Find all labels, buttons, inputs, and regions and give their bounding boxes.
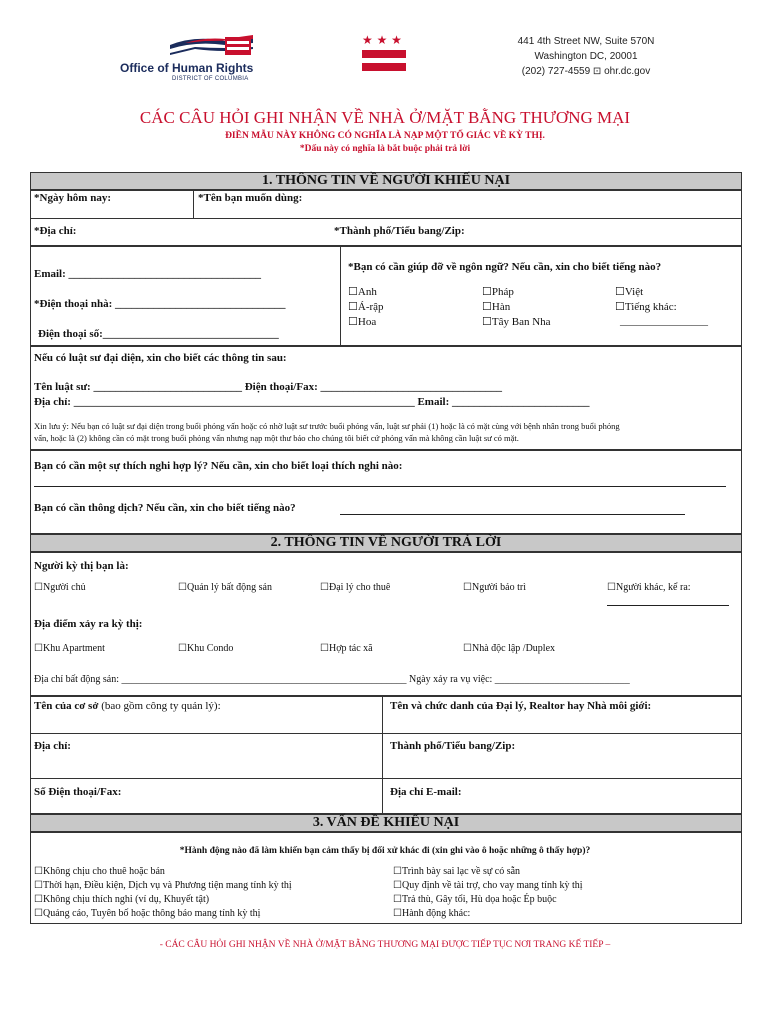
email-field[interactable]: Email: ___________________________________ bbox=[34, 268, 262, 280]
section1-heading: 1. THÔNG TIN VỀ NGƯỜI KHIẾU NẠI bbox=[30, 172, 742, 190]
lang-chinese-checkbox[interactable]: ☐ Hoa bbox=[348, 315, 376, 328]
location-question: Địa điểm xảy ra kỳ thị: bbox=[34, 618, 143, 630]
address-field-label[interactable]: *Địa chỉ: bbox=[34, 225, 77, 237]
resp-maintenance-checkbox[interactable]: ☐ Người bảo trì bbox=[463, 582, 526, 593]
resp-other-checkbox[interactable]: ☐ Người khác, kể ra: bbox=[607, 582, 691, 593]
lawyer-intro: Nếu có luật sư đại diện, xin cho biết các thông tin sau: bbox=[34, 352, 287, 364]
lang-korean-checkbox[interactable]: ☐ Hàn bbox=[482, 300, 510, 313]
required-note: *Dấu này có nghĩa là bắt buộc phải trả lời bbox=[299, 144, 471, 154]
facility-name-paren: (bao gồm công ty quản lý): bbox=[98, 700, 221, 712]
lang-arabic-checkbox[interactable]: ☐ Á-rập bbox=[348, 300, 384, 313]
issue-misrepresent-checkbox[interactable]: ☐ Trình bày sai lạc về sự có sẵn bbox=[393, 866, 520, 877]
lang-vietnamese-checkbox[interactable]: ☐ Việt bbox=[615, 285, 643, 298]
divider bbox=[30, 778, 742, 779]
dc-flag-icon bbox=[360, 32, 408, 74]
facility-box bbox=[30, 696, 742, 814]
continuation-footer: - CÁC CÂU HỎI GHI NHẬN VỀ NHÀ Ở/MẶT BẰNG THƯƠNG MẠI ĐƯỢC TIẾP TỤC NƠI TRANG KẾ TIẾP – bbox=[159, 940, 611, 950]
discriminator-question: Người kỳ thị bạn là: bbox=[34, 560, 129, 572]
issue-advertising-checkbox[interactable]: ☐ Quảng cáo, Tuyên bố hoặc thông báo mang tính kỳ thị bbox=[34, 908, 260, 919]
resp-property-manager-checkbox[interactable]: ☐ Quản lý bất động sản bbox=[178, 582, 272, 593]
issue-refuse-checkbox[interactable]: ☐ Không chịu cho thuê hoặc bán bbox=[34, 866, 165, 877]
loc-house-checkbox[interactable]: ☐ Nhà độc lập /Duplex bbox=[463, 643, 555, 654]
form-title: CÁC CÂU HỎI GHI NHẬN VỀ NHÀ Ở/MẶT BẰNG THƯƠNG MẠI bbox=[139, 108, 631, 127]
city-field-label[interactable]: *Thành phố/Tiểu bang/Zip: bbox=[334, 225, 465, 237]
facility-email-label[interactable]: Địa chỉ E-mail: bbox=[390, 786, 462, 798]
divider bbox=[30, 733, 742, 734]
interpreter-question: Bạn có cần thông dịch? Nếu cần, xin cho biết tiếng nào? bbox=[34, 502, 296, 514]
divider bbox=[193, 190, 194, 218]
agent-name-label[interactable]: Tên và chức danh của Đại lý, Realtor hay Nhà môi giới: bbox=[390, 700, 652, 712]
interpreter-answer-line[interactable] bbox=[340, 514, 685, 515]
divider bbox=[382, 696, 383, 814]
issue-terms-checkbox[interactable]: ☐ Thời hạn, Điều kiện, Dịch vụ và Phương tiện mang tính kỳ thị bbox=[34, 880, 292, 891]
address-street: 441 4th Street NW, Suite 570N bbox=[517, 36, 655, 47]
date-field-label[interactable]: *Ngày hôm nay: bbox=[34, 192, 112, 204]
section3-heading: 3. VẤN ĐỀ KHIẾU NẠI bbox=[30, 814, 742, 832]
disclaimer: ĐIỀN MẪU NÀY KHÔNG CÓ NGHĨA LÀ NẠP MỘT TỐ GIÁC VỀ KỲ THỊ. bbox=[225, 131, 545, 141]
lang-spanish-checkbox[interactable]: ☐ Tây Ban Nha bbox=[482, 315, 551, 328]
issue-other-checkbox[interactable]: ☐ Hành động khác: bbox=[393, 908, 470, 919]
facility-city-label[interactable]: Thành phố/Tiểu bang/Zip: bbox=[390, 740, 516, 752]
lawyer-address-email-field[interactable]: Địa chỉ: ______________________________________________________________ Email: _________________________ bbox=[34, 396, 590, 408]
lawyer-note-line1: Xin lưu ý: Nếu bạn có luật sư đại diện trong buổi phỏng vấn hoặc có nhờ luật sư trước buổi phỏng vấn, luật sư phải (1) hoặc là có mặt cùng với bệnh nhân trong buổi phỏng bbox=[34, 421, 620, 431]
address-city: Washington DC, 20001 bbox=[534, 51, 638, 62]
svg-text:★ ★ ★: ★ ★ ★ bbox=[362, 33, 402, 47]
property-address-date-field[interactable]: Địa chỉ bất động sản: _________________________________________________________ Ngày xảy ra vụ việc: ___________________________ bbox=[34, 674, 630, 685]
logo-subtitle: DISTRICT OF COLUMBIA bbox=[172, 76, 249, 82]
resp-leasing-agent-checkbox[interactable]: ☐ Đại lý cho thuê bbox=[320, 582, 390, 593]
divider bbox=[340, 246, 341, 346]
resp-owner-checkbox[interactable]: ☐ Người chủ bbox=[34, 582, 86, 593]
issue-retaliation-checkbox[interactable]: ☐ Trả thù, Gây tổi, Hù dọa hoặc Ép buộc bbox=[393, 894, 557, 905]
ohr-logo-flag-icon bbox=[165, 33, 255, 63]
accommodation-question: Bạn có cần một sự thích nghi hợp lý? Nếu cần, xin cho biết loại thích nghi nào: bbox=[34, 460, 403, 472]
issue-accommodation-checkbox[interactable]: ☐ Không chịu thích nghi (ví dụ, Khuyết tật) bbox=[34, 894, 209, 905]
loc-coop-checkbox[interactable]: ☐ Hợp tác xã bbox=[320, 643, 373, 654]
facility-address-label[interactable]: Địa chỉ: bbox=[34, 740, 71, 752]
address-phone-web: (202) 727-4559 ⊡ ohr.dc.gov bbox=[521, 66, 651, 77]
lawyer-name-phone-field[interactable]: Tên luật sư: ___________________________ Điện thoại/Fax: _________________________________ bbox=[34, 381, 502, 393]
facility-phone-label[interactable]: Số Điện thoại/Fax: bbox=[34, 786, 122, 798]
complaint-question: *Hành động nào đã làm khiến bạn cảm thấy bị đối xử khác đi (xin ghi vào ô hoặc những ô thấy hợp)? bbox=[179, 846, 591, 856]
lang-other-line[interactable]: ________________ bbox=[620, 315, 708, 327]
lawyer-note-line2: vấn, hoặc là (2) không cần có mặt trong buổi phỏng vấn nhưng nạp một thư báo cho chúng tôi biết cứ phỏng vấn mà không cần luật sư có mặt. bbox=[34, 433, 519, 443]
logo-title: Office of Human Rights bbox=[120, 61, 254, 75]
home-phone-field[interactable]: *Điện thoại nhà: _______________________________ bbox=[34, 298, 286, 310]
accommodation-answer-line[interactable] bbox=[34, 486, 726, 487]
language-question: *Bạn có cần giúp đỡ về ngôn ngữ? Nếu cần, xin cho biết tiếng nào? bbox=[348, 261, 662, 273]
phone-field[interactable]: Điện thoại số:________________________________ bbox=[38, 328, 279, 340]
lang-english-checkbox[interactable]: ☐ Anh bbox=[348, 285, 377, 298]
facility-name-label[interactable]: Tên của cơ sở bbox=[34, 700, 99, 712]
lang-french-checkbox[interactable]: ☐ Pháp bbox=[482, 285, 514, 298]
office-address bbox=[506, 34, 666, 79]
lang-other-checkbox[interactable]: ☐ Tiếng khác: bbox=[615, 300, 677, 313]
section2-heading: 2. THÔNG TIN VỀ NGƯỜI TRẢ LỜI bbox=[30, 534, 742, 552]
issue-financing-checkbox[interactable]: ☐ Quy định về tài trợ, cho vay mang tính kỳ thị bbox=[393, 880, 583, 891]
resp-other-line[interactable] bbox=[607, 605, 729, 606]
divider bbox=[30, 218, 742, 219]
loc-apartment-checkbox[interactable]: ☐ Khu Apartment bbox=[34, 643, 105, 654]
loc-condo-checkbox[interactable]: ☐ Khu Condo bbox=[178, 643, 233, 654]
name-field-label[interactable]: *Tên bạn muốn dùng: bbox=[198, 192, 303, 204]
